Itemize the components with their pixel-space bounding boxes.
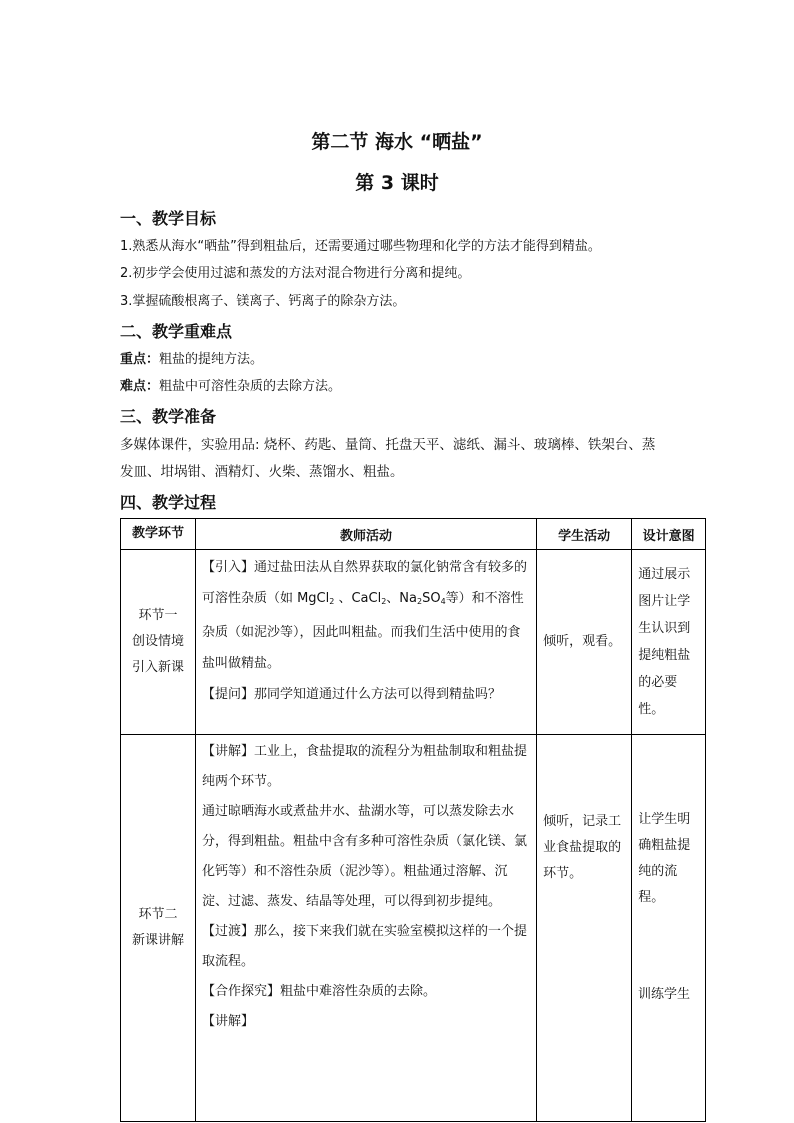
stage-line: 引入新课 xyxy=(131,660,184,675)
stage-line: 环节二 xyxy=(138,907,178,922)
key-point-label: 重点： xyxy=(120,352,160,367)
section-heading-prep: 三、教学准备 xyxy=(120,407,217,426)
teacher-activity-cell xyxy=(195,550,536,735)
activity-tag: 【合作探究】 xyxy=(201,984,280,999)
difficulty-text: 粗盐中可溶性杂质的去除方法。 xyxy=(159,379,342,394)
student-activity-cell: 倾听，记录工业食盐提取的环节。 xyxy=(537,735,632,1122)
prep-line-1: 多媒体课件，实验用品: 烧杯、药匙、量筒、托盘天平、滤纸、漏斗、玻璃棒、铁架台、蒸 xyxy=(120,437,656,453)
stage-line: 新课讲解 xyxy=(131,933,184,948)
header-intent: 设计意图 xyxy=(632,519,706,550)
document-title: 第二节 海水 “晒盐” xyxy=(311,131,483,153)
activity-text: 通过盐田法从自然界获取的氯化钠常含有较多的可溶性杂质（如 MgCl xyxy=(201,560,527,606)
design-intent-continued: 训练学生 xyxy=(638,987,691,1002)
teacher-paragraph: 【讲解】 xyxy=(201,1014,254,1029)
teacher-paragraph xyxy=(202,977,530,1007)
activity-tag: 【提问】 xyxy=(201,687,254,702)
activity-text: 等）和不溶性杂质（如泥沙等），因此叫粗盐。而我们生活中使用的食盐叫做精盐。 xyxy=(201,591,524,671)
subscript: 4 xyxy=(440,597,446,606)
header-student: 学生活动 xyxy=(537,519,632,550)
stage-cell xyxy=(121,735,196,1122)
teacher-activity-cell xyxy=(195,735,536,1122)
activity-text: 粗盐中难溶性杂质的去除。 xyxy=(279,984,436,999)
goal-item-3: 3.掌握硫酸根离子、镁离子、钙离子的除杂方法。 xyxy=(120,294,406,309)
section-heading-goals: 一、教学目标 xyxy=(120,209,217,228)
activity-tag: 【讲解】 xyxy=(201,744,254,759)
activity-text: 那么，接下来我们就在实验室模拟这样的一个提取流程。 xyxy=(201,924,527,969)
difficulty-label: 难点： xyxy=(120,379,160,394)
activity-tag: 【引入】 xyxy=(201,560,254,575)
activity-text: 工业上，食盐提取的流程分为粗盐制取和粗盐提纯两个环节。 xyxy=(201,744,527,789)
stage-cell xyxy=(121,550,196,735)
key-point-text: 粗盐的提纯方法。 xyxy=(159,352,264,367)
section-heading-process: 四、教学过程 xyxy=(120,493,217,512)
prep-line-2: 发皿、坩埚钳、酒精灯、火柴、蒸馏水、粗盐。 xyxy=(120,464,404,480)
header-teacher: 教师活动 xyxy=(195,519,536,550)
goal-item-2: 2.初步学会使用过滤和蒸发的方法对混合物进行分离和提纯。 xyxy=(120,266,471,281)
stage-line: 创设情境 xyxy=(131,634,184,649)
section-heading-key-points: 二、教学重难点 xyxy=(120,322,233,341)
activity-text: 、CaCl xyxy=(334,591,382,606)
design-intent-cell: 让学生明确粗盐提纯的流程。 xyxy=(632,735,706,1122)
table-row xyxy=(121,550,706,735)
activity-text: SO xyxy=(422,591,441,606)
table-row xyxy=(121,735,706,1122)
key-point-line xyxy=(120,350,700,370)
stage-line: 环节一 xyxy=(138,608,178,623)
activity-text: 那同学知道通过什么方法可以得到精盐吗？ xyxy=(253,687,501,702)
header-stage: 教学环节 xyxy=(121,519,196,550)
teaching-process-table xyxy=(120,518,706,1122)
teacher-paragraph xyxy=(202,917,530,977)
design-intent-cell: 通过展示图片让学生认识到提纯粗盐的必要性。 xyxy=(632,550,706,735)
subscript: 2 xyxy=(381,597,387,606)
teacher-paragraph: 通过晾晒海水或煮盐井水、盐湖水等，可以蒸发除去水分，得到粗盐。粗盐中含有多种可溶性杂质（氯化镁、氯化钙等）和不溶性杂质（泥沙等）。粗盐通过溶解、沉淀、过滤、蒸发、结晶等处理，可以得到初步提纯。 xyxy=(201,804,527,909)
activity-tag: 【过渡】 xyxy=(201,924,254,939)
activity-text: 、Na xyxy=(386,591,417,606)
student-activity-cell: 倾听，观看。 xyxy=(537,550,632,735)
teacher-paragraph xyxy=(202,679,530,710)
teacher-paragraph xyxy=(202,735,530,797)
goal-item-1: 1.熟悉从海水“晒盐”得到粗盐后，还需要通过哪些物理和化学的方法才能得到精盐。 xyxy=(120,239,601,254)
lesson-subtitle: 第 3 课时 xyxy=(355,172,439,194)
table-header-row xyxy=(121,519,706,550)
subscript: 2 xyxy=(329,597,335,606)
subscript: 2 xyxy=(417,597,423,606)
difficulty-line xyxy=(120,377,700,397)
teacher-paragraph xyxy=(202,550,530,679)
